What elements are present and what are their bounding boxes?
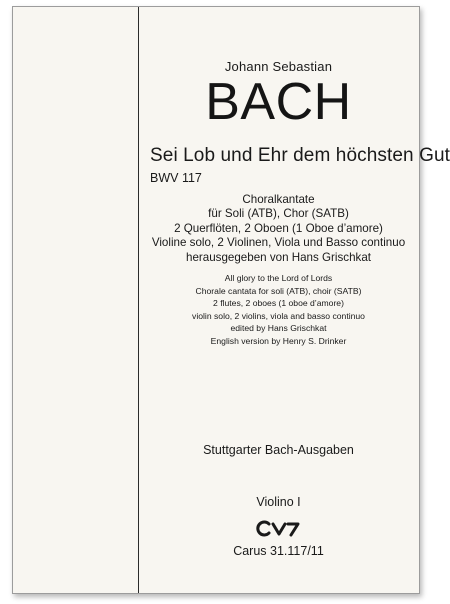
german-description — [138, 193, 419, 265]
carus-logo-icon — [256, 520, 301, 537]
german-line: für Soli (ATB), Chor (SATB) — [208, 207, 349, 221]
english-description — [138, 272, 419, 348]
german-line: herausgegeben von Hans Grischkat — [186, 250, 371, 264]
catalog-number: BWV 117 — [150, 171, 202, 185]
german-line: 2 Querflöten, 2 Oboen (1 Oboe d’amore) — [174, 221, 383, 235]
english-line: Chorale cantata for soli (ATB), choir (SATB) — [195, 285, 362, 296]
instrument-part: Violino I — [256, 495, 301, 509]
english-line: violin solo, 2 violins, viola and basso continuo — [192, 310, 365, 321]
work-title: Sei Lob und Ehr dem höchsten Gut — [150, 145, 450, 166]
english-line: All glory to the Lord of Lords — [224, 273, 333, 283]
series-name: Stuttgarter Bach-Ausgaben — [203, 443, 354, 457]
english-line: edited by Hans Grischkat — [230, 323, 327, 334]
german-line: Violine solo, 2 Violinen, Viola und Basso continuo — [151, 236, 406, 250]
english-line: English version by Henry S. Drinker — [210, 335, 347, 346]
composer-surname: BACH — [205, 73, 352, 131]
edition-number: Carus 31.117/11 — [233, 544, 324, 558]
composer-first-names: Johann Sebastian — [224, 59, 333, 74]
score-cover — [12, 6, 450, 594]
english-line: 2 flutes, 2 oboes (1 oboe d’amore) — [213, 298, 344, 309]
german-line: Choralkantate — [242, 193, 315, 206]
